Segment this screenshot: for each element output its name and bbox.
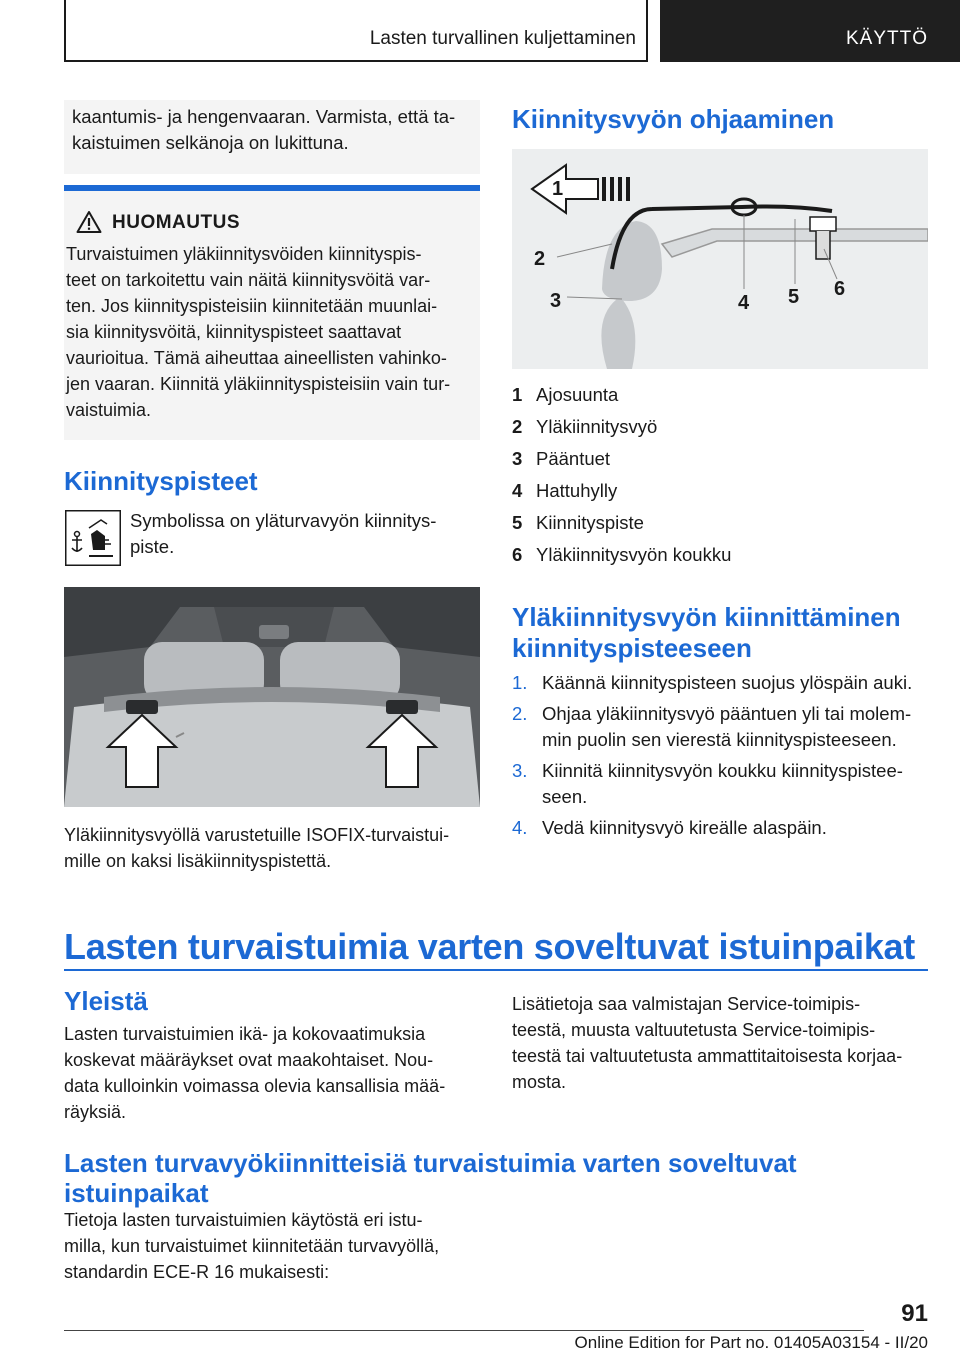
legend-label: Pääntuet (536, 448, 611, 469)
step-item (512, 701, 928, 753)
legend-list (512, 382, 928, 574)
legend-item (512, 446, 928, 478)
belt-text: Tietoja lasten turvaistuimien käytöstä eri istu- milla, kun turvaistuimet kiinnitetään turvavyöllä, standardin ECE-R 16 mukaisesti: (64, 1210, 440, 1282)
step-number: 1. (512, 672, 528, 693)
notice-text: Turvaistuimen yläkiinnitysvöiden kiinnityspis- teet on tarkoitettu vain näitä kiinnitysvöitä var- ten. Jos kiinnityspisteisiin kiinnitetään muunlai- sia kiinnitysvöitä, kiinnityspisteet saattavat vaurioitua. Tämä aiheuttaa aineellisten vahinko- jen vaaran. Kiinnitä yläkiinnityspisteisiin vain tur- vaistuimia. (66, 244, 451, 420)
step-item (512, 670, 928, 696)
section-title-rule (64, 969, 928, 971)
diagram-label-2: 2 (534, 248, 546, 270)
step-text: Vedä kiinnitysvyö kireälle alaspäin. (542, 817, 827, 838)
rear-seat-photo (64, 587, 480, 807)
step-number: 4. (512, 817, 528, 838)
general-heading: Yleistä (64, 986, 148, 1016)
diagram-label-1: 1 (552, 178, 564, 200)
legend-number: 6 (512, 544, 523, 565)
diagram-label-3: 3 (550, 290, 562, 312)
step-number: 2. (512, 703, 528, 724)
legend-item (512, 478, 928, 510)
legend-label: Yläkiinnitysvyön koukku (536, 544, 732, 565)
symbol-text: Symbolissa on yläturvavyön kiinnitys- piste. (130, 510, 437, 557)
section-title: Lasten turvaistuimia varten soveltuvat istuinpaikat (64, 926, 915, 967)
legend-label: Yläkiinnitysvyö (536, 416, 658, 437)
legend-number: 3 (512, 448, 523, 469)
rear-seat-illustration (64, 587, 480, 807)
step-text: Käännä kiinnityspisteen suojus ylöspäin auki. (542, 672, 913, 693)
legend-number: 4 (512, 480, 523, 501)
legend-item (512, 542, 928, 574)
step-text: Kiinnitä kiinnitysvyön koukku kiinnityspistee- seen. (542, 760, 903, 807)
legend-label: Ajosuunta (536, 384, 619, 405)
footer-rule (64, 1330, 864, 1331)
legend-item (512, 510, 928, 542)
photo-caption: Yläkiinnitysvyöllä varustetuille ISOFIX-turvaistui- mille on kaksi lisäkiinnityspistettä. (64, 825, 450, 871)
step-number: 3. (512, 760, 528, 781)
tether-routing-illustration (512, 149, 928, 369)
legend-number: 1 (512, 384, 523, 405)
step-text: Ohjaa yläkiinnitysvyö pääntuen yli tai molem- min puolin sen vierestä kiinnityspisteeseen. (542, 703, 912, 750)
more-info-text: Lisätietoja saa valmistajan Service-toimipis- teestä, muusta valtuutetusta Service-toimipis- teestä tai valtuutetusta ammattitaitoisesta korjaa- mosta. (512, 994, 903, 1092)
page-number: 91 (901, 1300, 928, 1327)
legend-label: Kiinnityspiste (536, 512, 644, 533)
warning-icon (76, 210, 102, 234)
section-tab-label: KÄYTTÖ (845, 28, 928, 49)
attach-steps (512, 670, 928, 841)
edition-text: Online Edition for Part no. 01405A03154 - II/20 (574, 1333, 928, 1352)
diagram-label-5: 5 (788, 286, 800, 308)
legend-item (512, 382, 928, 414)
step-item (512, 815, 928, 841)
attach-heading: Yläkiinnitysvyön kiinnittäminen kiinnityspisteeseen (512, 602, 901, 663)
belt-heading: Lasten turvavyökiinnitteisiä turvaistuimia varten soveltuvat istuinpaikat (64, 1148, 797, 1208)
notice-title: HUOMAUTUS (112, 212, 240, 233)
legend-number: 5 (512, 512, 523, 533)
general-text: Lasten turvaistuimien ikä- ja kokovaatimuksia koskevat määräykset ovat maakohtaiset. Nou- data kulloinkin voimassa olevia kansallisia mää- räyksiä. (64, 1024, 446, 1122)
routing-heading: Kiinnitysvyön ohjaaminen (512, 104, 835, 134)
isofix-top-tether-symbol-icon (65, 510, 121, 566)
legend-number: 2 (512, 416, 523, 437)
legend-item (512, 414, 928, 446)
anchors-heading: Kiinnityspisteet (64, 466, 258, 496)
intro-text: kaantumis- ja hengenvaaran. Varmista, että ta- kaistuimen selkänoja on lukittuna. (72, 106, 456, 153)
step-item (512, 758, 928, 810)
legend-label: Hattuhylly (536, 480, 618, 501)
chapter-title: Lasten turvallinen kuljettaminen (369, 28, 636, 49)
diagram-label-6: 6 (834, 278, 846, 300)
tether-routing-diagram (512, 149, 928, 369)
diagram-label-4: 4 (738, 292, 750, 314)
